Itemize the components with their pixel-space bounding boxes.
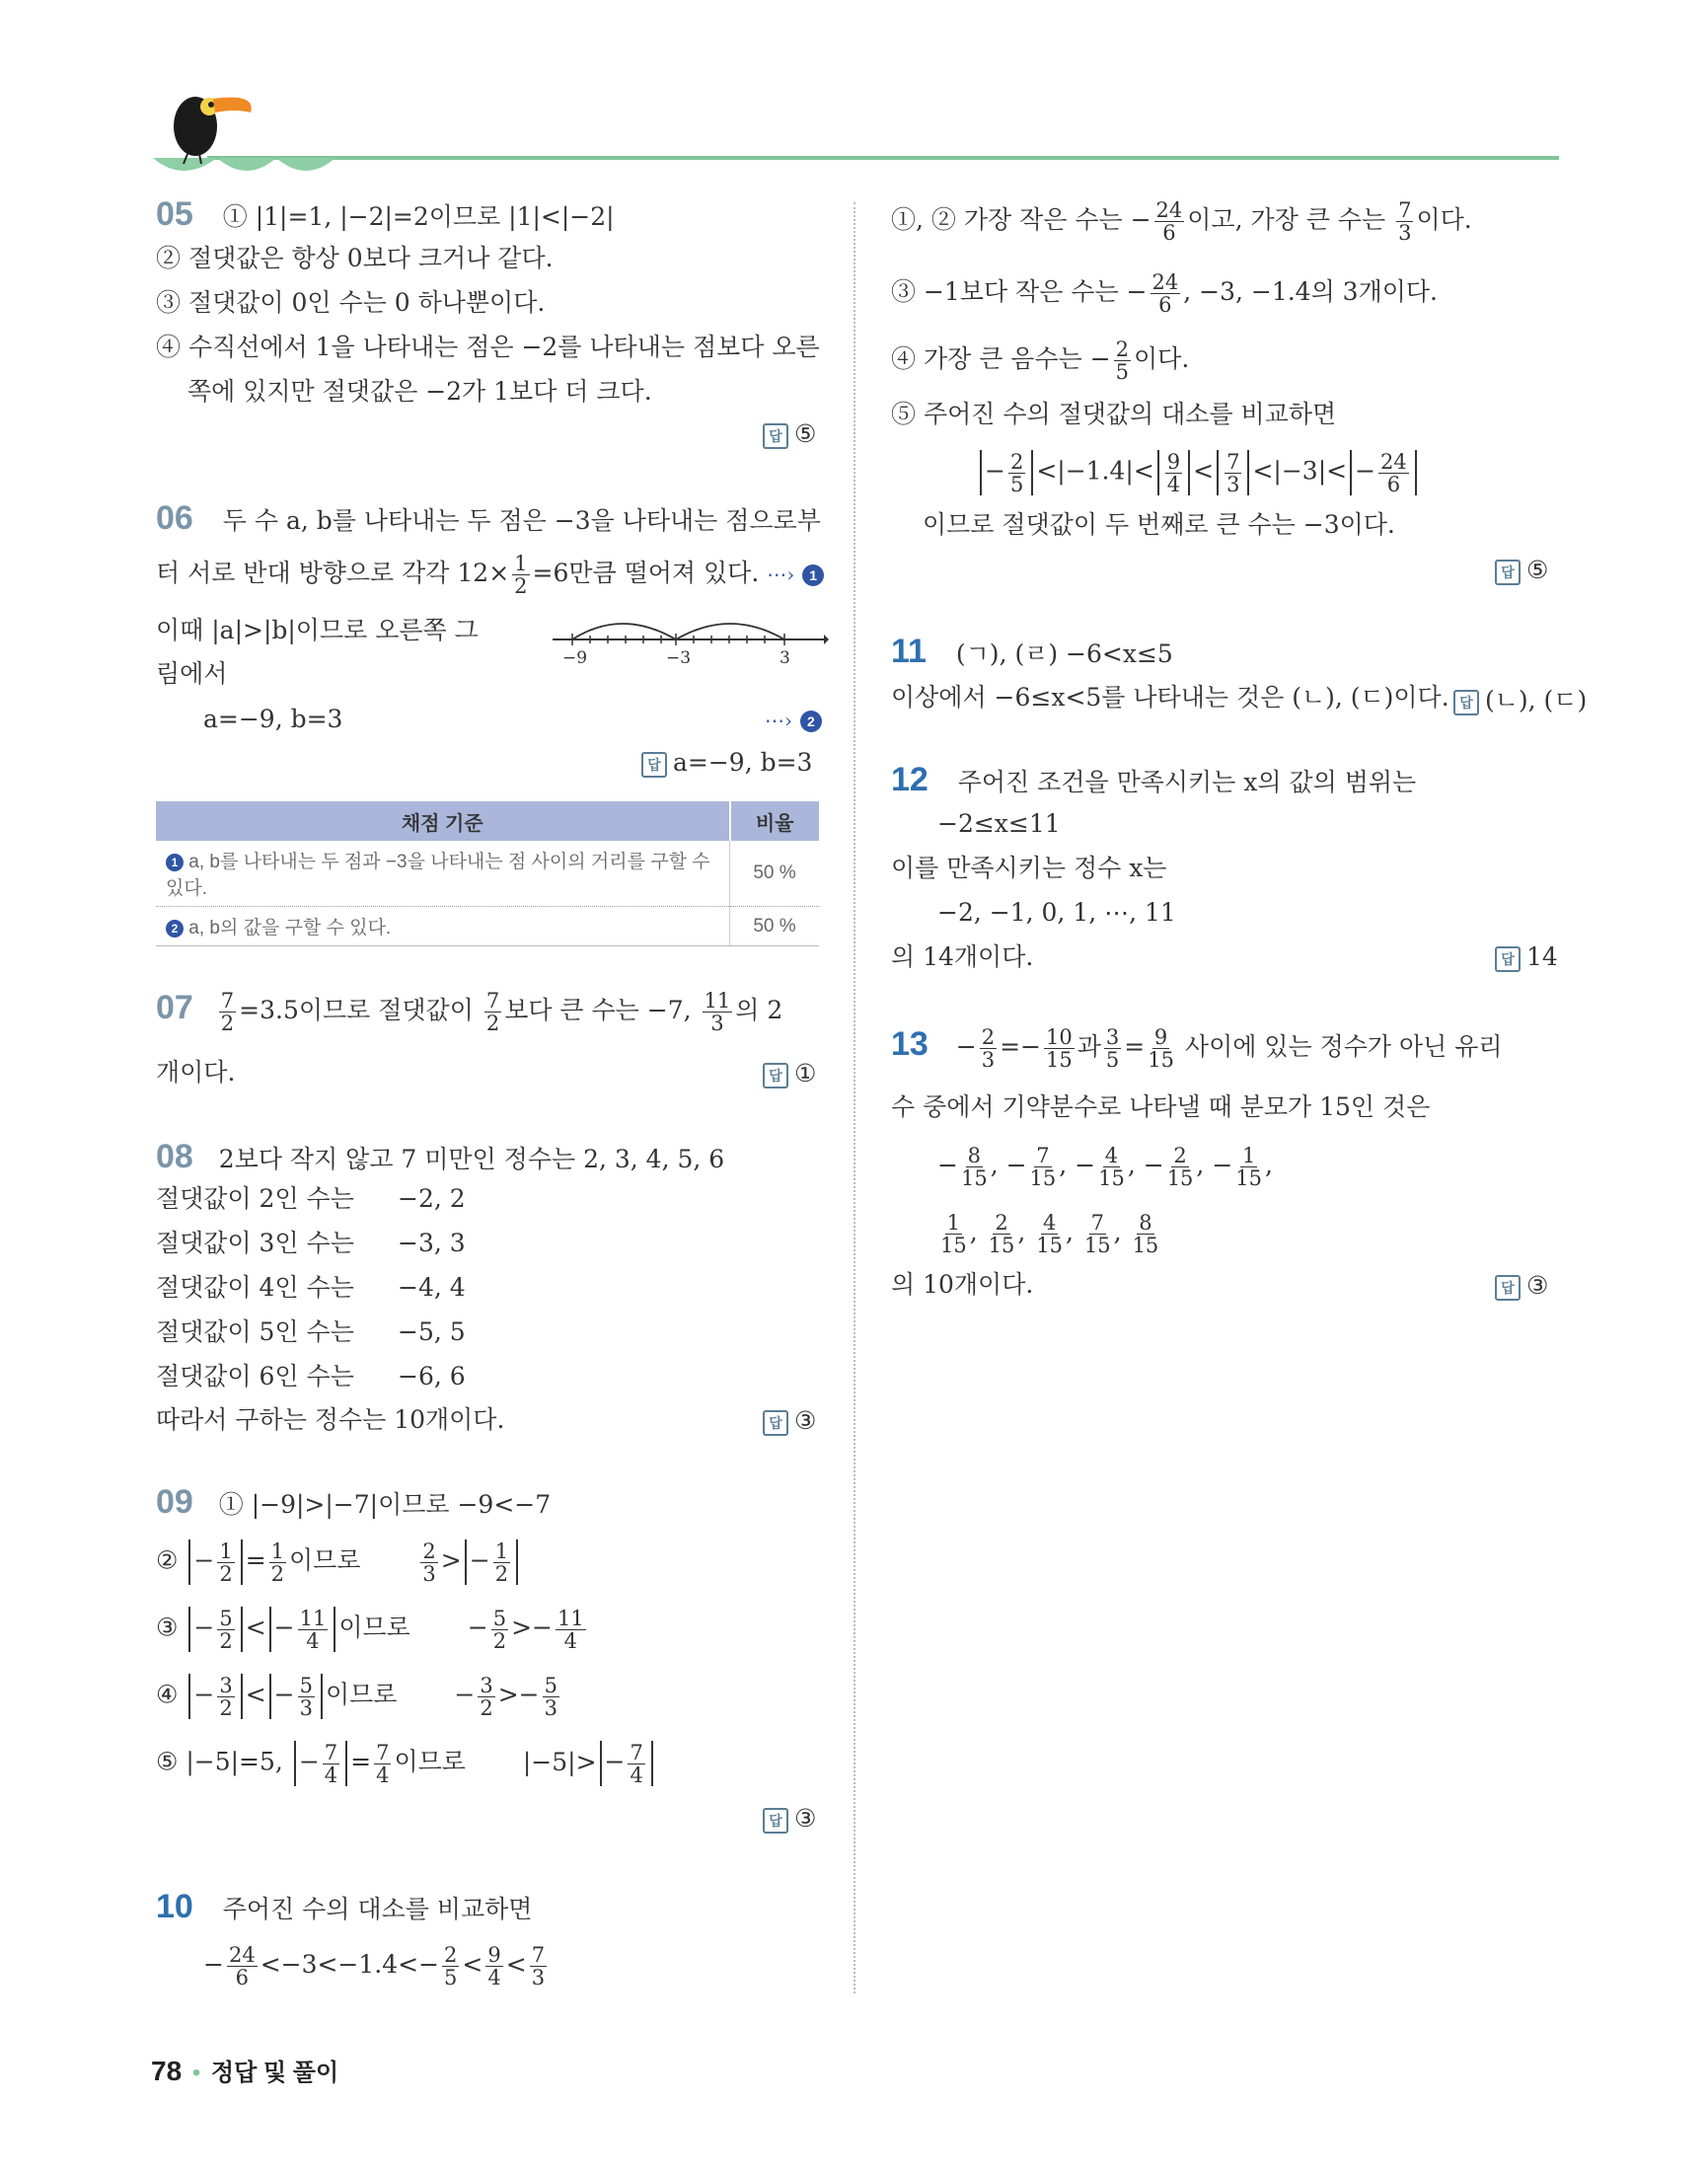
answer: 답 ③: [1495, 1271, 1548, 1301]
arrow-icon: ⋯›: [767, 563, 795, 586]
text-line: 수 중에서 기약분수로 나타낼 때 분모가 15인 것은: [891, 1092, 1431, 1121]
text-line: 의 10개이다.: [891, 1270, 1034, 1299]
list-item: 절댓값이 4인 수는 −4, 4: [156, 1273, 466, 1302]
step-marker: 1: [166, 854, 184, 871]
scoring-table: [156, 801, 819, 946]
problem-10: 10 주어진 수의 대소를 비교하면: [156, 1888, 533, 1925]
text-line: ④ − $\frac{3}{2}$ < − $\frac{5}{3}$ 이므로 − $\frac{3}{2}$ >− $\frac{5}{3}$: [156, 1673, 557, 1720]
problem-number: 10: [156, 1888, 193, 1925]
list-item: 절댓값이 6인 수는 −6, 6: [156, 1362, 466, 1390]
text-line: ② 절댓값은 항상 0보다 크거나 같다.: [156, 244, 554, 272]
text-line: 이때 |a|>|b|이므로 오른쪽 그: [156, 616, 479, 644]
math-line: − $\frac{2}{5}$ <|−1.4|< $\frac{9}{4}$ < $\frac{7}{3}$ <|−3|< − $\frac{24}{6}$: [977, 450, 1420, 495]
problem-number: 06: [156, 499, 193, 537]
text-line: ⑤ |−5|=5, − $\frac{7}{4}$ = $\frac{7}{4}$ 이므로 |−5|> − $\frac{7}{4}$: [156, 1741, 656, 1786]
problem-number: 13: [891, 1025, 928, 1063]
text-line: 이므로 절댓값이 두 번째로 큰 수는 −3이다.: [923, 510, 1395, 539]
step-marker: 1: [802, 564, 824, 586]
text-line: 개이다.: [156, 1058, 236, 1087]
problem-number: 08: [156, 1138, 193, 1175]
problem-07: 07 $\frac{7}{2}$ =3.5이므로 절댓값이 $\frac{7}{2}$ 보다 큰 수는 −7, $\frac{11}{3}$ 의 2: [156, 989, 783, 1035]
answer-icon: 답: [763, 1808, 788, 1834]
tick-label: −9: [562, 648, 588, 668]
toucan-icon: [174, 97, 252, 164]
number-line-diagram: [548, 610, 829, 669]
text-line: ② − $\frac{1}{2}$ = $\frac{1}{2}$ 이므로 $\frac{2}{3}$ > − $\frac{1}{2}$: [156, 1539, 521, 1585]
answer-icon: 답: [641, 752, 667, 778]
problem-number: 05: [156, 195, 193, 233]
text-line: 따라서 구하는 정수는 10개이다.: [156, 1405, 505, 1434]
text-line: 림에서: [156, 659, 228, 688]
problem-number: 11: [891, 633, 927, 670]
list-item: 절댓값이 2인 수는 −2, 2: [156, 1184, 466, 1213]
answer: 답 (ㄴ), (ㄷ): [1453, 681, 1587, 716]
arrow-icon: ⋯›: [765, 709, 792, 732]
text-line: 의 14개이다.: [891, 942, 1034, 971]
header-decoration: [148, 87, 1559, 181]
problem-11: 11 (ㄱ), (ㄹ) −6<x≤5: [891, 633, 1173, 670]
text-line: ④ 수직선에서 1을 나타내는 점은 −2를 나타내는 점보다 오른: [156, 333, 820, 361]
text-line: 이상에서 −6≤x<5를 나타내는 것은 (ㄴ), (ㄷ)이다.: [891, 683, 1449, 712]
tick-label: 3: [780, 648, 790, 668]
math-line: − $\frac{8}{15}$ , − $\frac{7}{15}$ , − $\frac{4}{15}$ , − $\frac{2}{15}$ , − $\frac{1}{15}$ ,: [937, 1144, 1273, 1190]
answer: 답 ⑤: [1495, 556, 1548, 585]
answer: 답 a=−9, b=3: [641, 748, 812, 778]
text-line: 쪽에 있지만 절댓값은 −2가 1보다 더 크다.: [187, 377, 652, 406]
table-row: 1 a, b를 나타내는 두 점과 −3을 나타내는 점 사이의 거리를 구할 수 있다. 50 %: [156, 841, 819, 907]
tick-label: −3: [666, 648, 692, 668]
answer: 답 ⑤: [763, 419, 816, 449]
page-footer: 78 • 정답 및 풀이: [151, 2056, 339, 2086]
text-line: ⑤ 주어진 수의 절댓값의 대소를 비교하면: [891, 400, 1337, 428]
step-marker: 2: [166, 920, 184, 938]
answer-icon: 답: [763, 1410, 788, 1436]
problem-05: 05 ① |1|=1, |−2|=2이므로 |1|<|−2|: [156, 195, 615, 233]
problem-09: 09 ① |−9|>|−7|이므로 −9<−7: [156, 1483, 552, 1521]
text-line: −2≤x≤11: [937, 809, 1061, 838]
table-row: 2 a, b의 값을 구할 수 있다. 50 %: [156, 907, 819, 946]
fraction: $\frac{1}{2}$: [514, 552, 528, 598]
step-marker: 2: [800, 711, 822, 732]
math-line: $\frac{1}{15}$ , $\frac{2}{15}$ , $\frac{4}{15}$ , $\frac{7}{15}$ , $\frac{8}{15}$: [940, 1211, 1159, 1257]
answer: 답 ③: [763, 1804, 816, 1834]
answer: 답 ①: [763, 1059, 816, 1088]
text-line: a=−9, b=3: [203, 705, 343, 733]
text-line: ③ 절댓값이 0인 수는 0 하나뿐이다.: [156, 288, 546, 317]
problem-number: 09: [156, 1483, 193, 1521]
text-line: ④ 가장 큰 음수는 − $\frac{2}{5}$ 이다.: [891, 338, 1190, 384]
footer-title: 정답 및 풀이: [210, 2060, 339, 2086]
list-item: 절댓값이 3인 수는 −3, 3: [156, 1229, 466, 1257]
answer-icon: 답: [1495, 1275, 1521, 1301]
answer: 답 ③: [763, 1406, 816, 1436]
problem-12: 12 주어진 조건을 만족시키는 x의 값의 범위는: [891, 761, 1417, 798]
problem-06: 06 두 수 a, b를 나타내는 두 점은 −3을 나타내는 점으로부: [156, 499, 821, 537]
answer-icon: 답: [763, 423, 788, 449]
table-header: 채점 기준: [156, 801, 730, 841]
text-line: −2, −1, 0, 1, ⋯, 11: [937, 898, 1176, 927]
column-divider: [854, 202, 855, 1993]
list-item: 절댓값이 5인 수는 −5, 5: [156, 1317, 466, 1346]
problem-number: 12: [891, 761, 928, 798]
answer-icon: 답: [1495, 560, 1521, 585]
problem-number: 07: [156, 989, 193, 1026]
math-line: − $\frac{24}{6}$ <−3<−1.4<− $\frac{2}{5}$ < $\frac{9}{4}$ < $\frac{7}{3}$: [203, 1943, 546, 1989]
page-number: 78: [151, 2056, 183, 2086]
text-line: 터 서로 반대 방향으로 각각 12× $\frac{1}{2}$ =6만큼 떨어져 있다. ⋯› 1: [156, 553, 824, 597]
text-line: ①, ② 가장 작은 수는 − $\frac{24}{6}$ 이고, 가장 큰 수는 $\frac{7}{3}$ 이다.: [891, 198, 1472, 245]
answer-icon: 답: [1453, 690, 1479, 715]
answer-icon: 답: [763, 1063, 788, 1088]
problem-08: 08 2보다 작지 않고 7 미만인 정수는 2, 3, 4, 5, 6: [156, 1138, 725, 1175]
problem-13: 13 − $\frac{2}{3}$ =− $\frac{10}{15}$ 과 $\frac{3}{5}$ = $\frac{9}{15}$ 사이에 있는 정수가 아닌 유리: [891, 1025, 1503, 1072]
text-line: ③ −1보다 작은 수는 − $\frac{24}{6}$ , −3, −1.4의 3개이다.: [891, 270, 1438, 317]
table-header: 비율: [730, 801, 820, 841]
answer: 답 14: [1495, 942, 1558, 972]
answer-icon: 답: [1495, 946, 1521, 972]
text-line: 이를 만족시키는 정수 x는: [891, 854, 1167, 882]
text-line: ③ − $\frac{5}{2}$ < − $\frac{11}{4}$ 이므로 − $\frac{5}{2}$ >− $\frac{11}{4}$: [156, 1606, 584, 1653]
